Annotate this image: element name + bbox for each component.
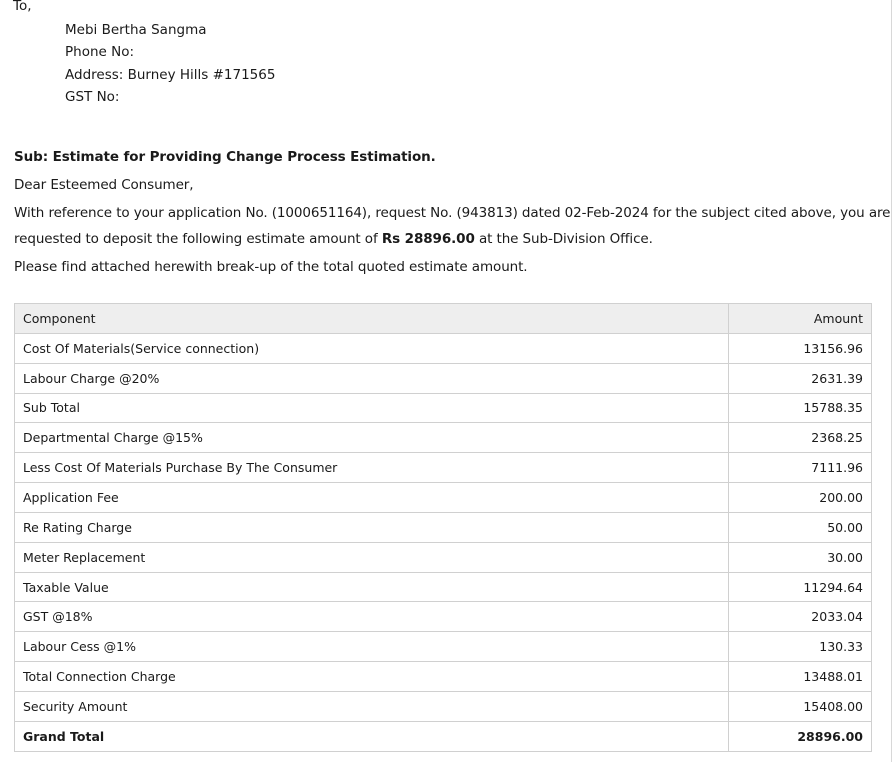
estimate-amount: Rs 28896.00: [381, 231, 475, 247]
amount-cell: 2631.39: [729, 363, 872, 393]
amount-cell: 30.00: [729, 542, 872, 572]
header-component: Component: [15, 304, 729, 334]
amount-cell: 11294.64: [729, 572, 872, 602]
grand-total-row: [15, 721, 872, 751]
recipient-phone: Phone No:: [65, 44, 135, 60]
table-row: [15, 542, 872, 572]
component-cell: Departmental Charge @15%: [15, 423, 729, 453]
amount-cell: 200.00: [729, 483, 872, 513]
table-row: [15, 632, 872, 662]
table-row: [15, 333, 872, 363]
component-cell: Application Fee: [15, 483, 729, 513]
amount-cell: 50.00: [729, 512, 872, 542]
component-cell: GST @18%: [15, 602, 729, 632]
reference-line-2: [14, 231, 653, 247]
component-cell: Less Cost Of Materials Purchase By The Consumer: [15, 453, 729, 483]
recipient-gst: GST No:: [65, 89, 120, 105]
amount-cell: 7111.96: [729, 453, 872, 483]
reference-prefix: requested to deposit the following estimate amount of: [14, 231, 378, 247]
attachment-note: Please find attached herewith break-up of the total quoted estimate amount.: [14, 259, 528, 275]
table-row: [15, 483, 872, 513]
component-cell: Labour Charge @20%: [15, 363, 729, 393]
table-row: [15, 423, 872, 453]
subject-line: Sub: Estimate for Providing Change Process Estimation.: [14, 149, 436, 165]
table-row: [15, 602, 872, 632]
reference-suffix: at the Sub-Division Office.: [478, 231, 653, 247]
table-row: [15, 662, 872, 692]
component-cell: Re Rating Charge: [15, 512, 729, 542]
amount-cell: 13156.96: [729, 333, 872, 363]
recipient-address: Address: Burney Hills #171565: [65, 67, 276, 83]
greeting: Dear Esteemed Consumer,: [14, 177, 194, 193]
component-cell: Taxable Value: [15, 572, 729, 602]
table-header-row: [15, 304, 872, 334]
recipient-name: Mebi Bertha Sangma: [65, 22, 207, 38]
table-row: [15, 691, 872, 721]
header-amount: Amount: [729, 304, 872, 334]
component-cell: Labour Cess @1%: [15, 632, 729, 662]
amount-cell: 15408.00: [729, 691, 872, 721]
amount-cell: 2033.04: [729, 602, 872, 632]
table-row: [15, 363, 872, 393]
table-row: [15, 393, 872, 423]
amount-cell: 15788.35: [729, 393, 872, 423]
component-cell: Cost Of Materials(Service connection): [15, 333, 729, 363]
component-cell: Total Connection Charge: [15, 662, 729, 692]
component-cell: Meter Replacement: [15, 542, 729, 572]
amount-cell: 13488.01: [729, 662, 872, 692]
to-label: To,: [13, 0, 32, 14]
table-row: [15, 453, 872, 483]
grand-total-amount: 28896.00: [729, 721, 872, 751]
amount-cell: 2368.25: [729, 423, 872, 453]
reference-line-1: With reference to your application No. (1000651164), request No. (943813) dated 02-Feb-2024 for the subject cited above, you are: [14, 205, 891, 221]
table-row: [15, 572, 872, 602]
amount-cell: 130.33: [729, 632, 872, 662]
grand-total-label: Grand Total: [15, 721, 729, 751]
table-row: [15, 512, 872, 542]
estimate-table: [14, 303, 872, 752]
component-cell: Security Amount: [15, 691, 729, 721]
component-cell: Sub Total: [15, 393, 729, 423]
